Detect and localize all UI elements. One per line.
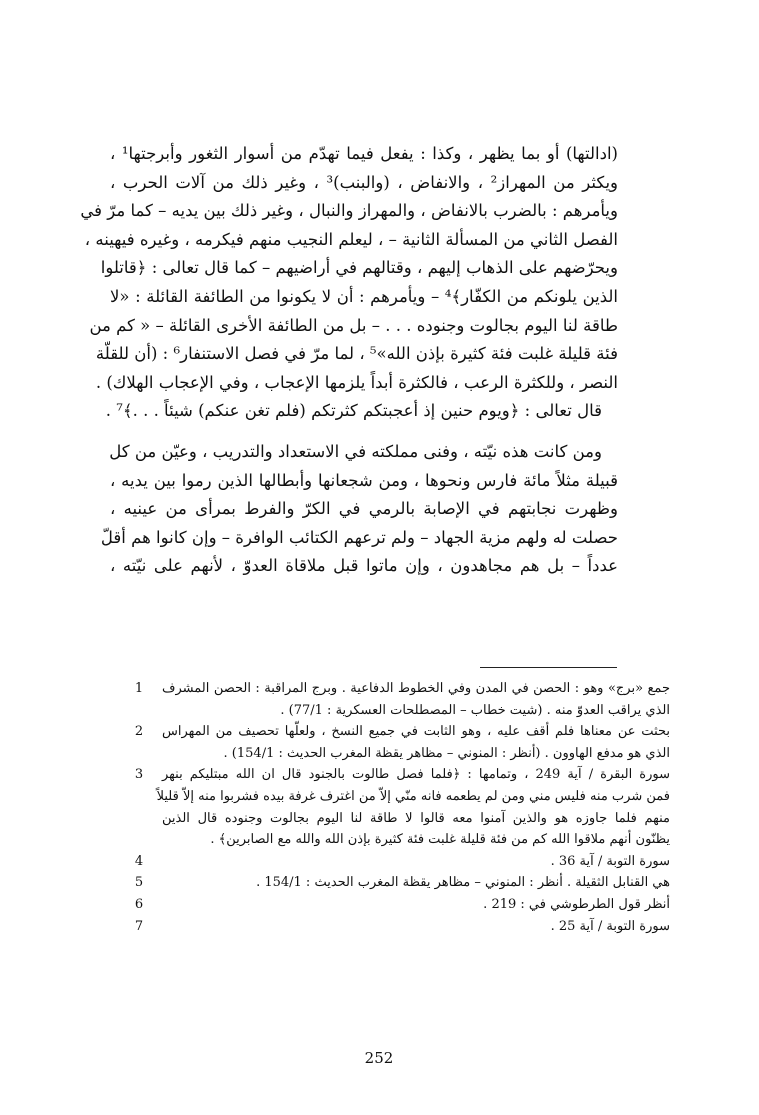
text-line: ومن كانت هذه نيّته ، وفنى مملكته في الاستعداد والتدريب ، وعيّن من كل — [109, 441, 602, 461]
footnote — [110, 678, 670, 721]
text-line: ويكثر من المهراز² ، والانفاض ، (والبنب)³ ، وغير ذلك من آلات الحرب ، — [110, 172, 618, 192]
text-line: الفصل الثاني من المسألة الثانية – ، ليعلم النجيب منهم فيكرمه ، وغيره فيهينه ، — [84, 229, 618, 249]
text-line: طاقة لنا اليوم بجالوت وجنوده . . . – بل من الطائفة الأخرى القائلة – « كم من — [89, 315, 618, 335]
footnote-line: الذي يراقب العدوّ منه . (شيت خطاب – المصطلحات العسكرية : 77/1) . — [280, 702, 670, 718]
footnote-line: سورة التوبة / آية 25 . — [550, 918, 670, 934]
footnote-line: سورة التوبة / آية 36 . — [550, 853, 670, 869]
footnote-number: 5 — [134, 875, 144, 891]
footnote — [110, 894, 670, 916]
footnote-line: بحثت عن معناها فلم أقف عليه ، وهو الثابت في جميع النسخ ، ولعلّها تحصيف من المهراس — [162, 724, 670, 740]
footnote-line: فمن شرب منه فليس مني ومن لم يطعمه فانه منّي إلاّ من اغترف غرفة بيده فشربوا منه إلاّ قليلاً — [156, 788, 670, 804]
footnote-number: 3 — [134, 767, 144, 783]
footnote-line: سورة البقرة / آية 249 ، وتمامها : ﴿فلما فصل طالوت بالجنود قال ان الله مبتليكم بنهر — [162, 767, 670, 783]
footnote-number: 4 — [134, 853, 144, 869]
footnote — [110, 872, 670, 894]
footnote-line: منهم فلما جاوزه هو والذين آمنوا معه قالوا لا طاقة لنا اليوم بجالوت وجنوده قال الذين — [162, 810, 670, 826]
text-line: فئة قليلة غلبت فئة كثيرة بإذن الله»⁵ ، لما مرّ في فصل الاستنفار⁶ : (أن للقلّة — [95, 344, 618, 364]
paragraph — [100, 438, 618, 581]
text-line: حصلت له ولهم مزية الجهاد – ولم ترعهم الكتائب الوافرة – وإن كانوا هم أقلّ — [100, 527, 618, 547]
footnote-line: أنظر قول الطرطوشي في : 219 . — [483, 896, 670, 912]
paragraph — [80, 140, 618, 426]
page-number: 252 — [364, 1049, 394, 1067]
footnote-line: جمع «برج» وهو : الحصن في المدن وفي الخطوط الدفاعية . وبرج المراقبة : الحصن المشرف — [162, 681, 670, 696]
footnote-line: الذي هو مدفع الهاوون . (أنظر : المنوني – مظاهر يقظة المغرب الحديث : 154/1) . — [223, 745, 670, 761]
text-line: الذين يلونكم من الكفّار﴾⁴ – ويأمرهم : أن لا يكونوا من الطائفة القائلة : «لا — [110, 286, 618, 306]
text-line: النصر ، وللكثرة الرعب ، فالكثرة أبداً يلزمها الإعجاب ، وفي الإعجاب الهلاك) . — [95, 372, 618, 392]
footnote-number: 2 — [134, 724, 144, 740]
footnote-number: 1 — [134, 681, 144, 696]
main-text — [80, 140, 618, 581]
footnote-number: 7 — [134, 918, 144, 934]
text-line: ويحرّضهم على الذهاب إليهم ، وقتالهم في أراضيهم – كما قال تعالى : ﴿قاتلوا — [100, 258, 618, 278]
footnote-line: هي القنابل الثقيلة . أنظر : المنوني – مظاهر يقظة المغرب الحديث : 154/1 . — [256, 875, 670, 891]
footnote-line: يظنّون أنهم ملاقوا الله كم من فئة قليلة غلبت فئة كثيرة بإذن الله والله مع الصابرين﴾ . — [210, 832, 670, 848]
footnote — [110, 721, 670, 764]
text-line: وظهرت نجابتهم في الإصابة بالرمي في الكرّ والفرط بمرأى من عينيه ، — [110, 499, 618, 519]
paragraph-gap — [110, 426, 618, 438]
footnote-separator — [480, 667, 617, 668]
footnotes — [110, 678, 670, 937]
text-line: عدداً – بل هم مجاهدون ، وإن ماتوا قبل ملاقاة العدوّ ، لأنهم على نيّته ، — [110, 556, 618, 576]
footnote — [110, 916, 670, 938]
text-line: قال تعالى : ﴿ويوم حنين إذ أعجبتكم كثرتكم (فلم تغن عنكم) شيئاً . . .﴾⁷ . — [105, 401, 602, 421]
footnote — [110, 764, 670, 850]
text-line: قبيلة مثلاً مائة فارس ونحوها ، ومن شجعانها وأبطالها الذين رموا بين يديه ، — [110, 470, 618, 490]
text-line: (ادالتها) أو بما يظهر ، وكذا : يفعل فيما تهدّم من أسوار الثغور وأبرجتها¹ ، — [110, 144, 618, 163]
footnote-number: 6 — [134, 896, 144, 912]
footnote — [110, 851, 670, 873]
text-line: ويأمرهم : بالضرب بالانفاض ، والمهراز والنبال ، وغير ذلك بين يديه – كما مرّ في — [80, 201, 618, 221]
